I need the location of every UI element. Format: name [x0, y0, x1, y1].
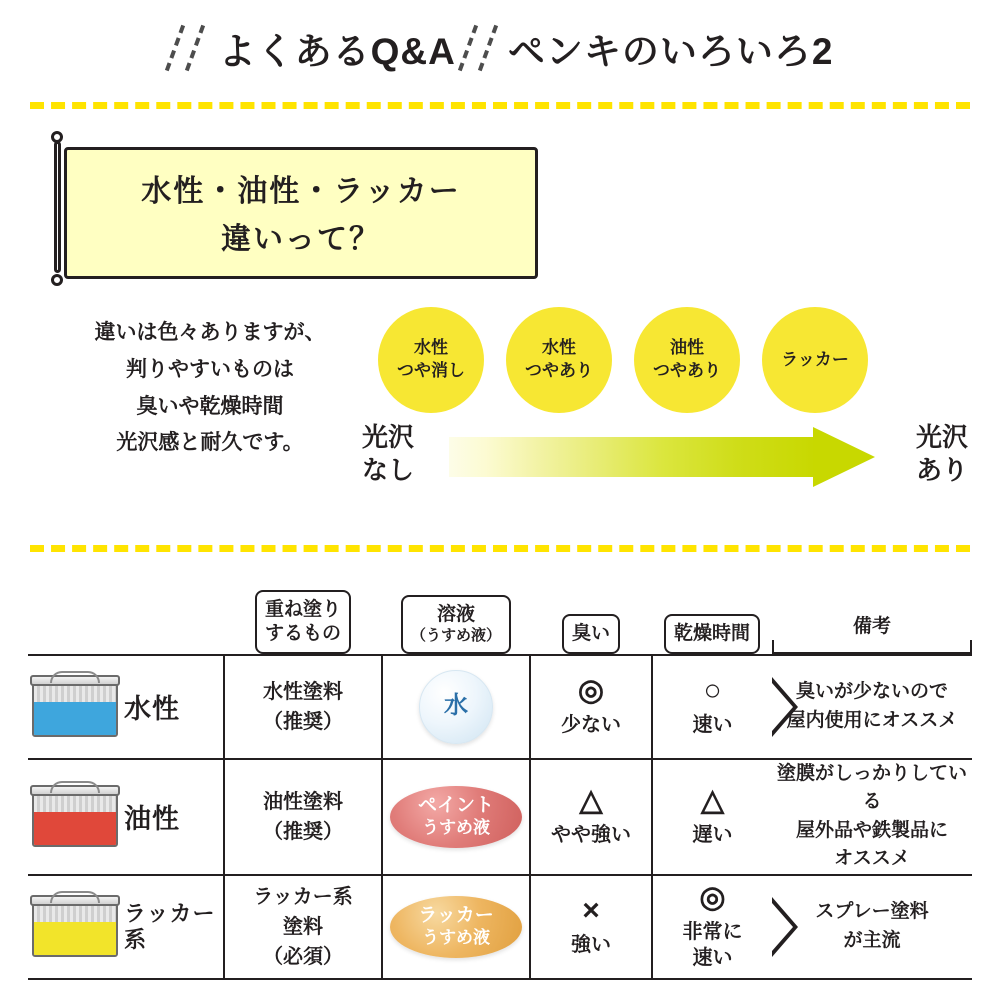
gloss-label-left-line1: 光沢	[361, 422, 414, 452]
dry-text-line2: 速い	[692, 946, 733, 969]
remarks-line: オススメ	[834, 848, 910, 869]
header-solvent-main: 溶液	[436, 604, 475, 625]
header-dry-time	[652, 590, 772, 655]
overcoat-line2: （推奨）	[263, 710, 343, 733]
solvent-blob-oil	[390, 786, 522, 848]
cell-overcoat	[224, 655, 382, 759]
page-header	[0, 0, 1000, 96]
gloss-gradient-arrow	[345, 415, 985, 505]
comparison-table-area	[0, 590, 1000, 980]
dashed-slash-icon	[167, 20, 219, 76]
paint-type-circle	[762, 307, 868, 413]
category-label-line2: 系	[124, 926, 148, 952]
cell-solvent	[382, 655, 530, 759]
paint-can-icon	[32, 785, 118, 849]
overcoat-line2: 塗料	[283, 915, 323, 938]
cell-overcoat	[224, 759, 382, 875]
row-category-oil	[28, 759, 224, 875]
dry-mark: △	[700, 783, 725, 817]
overcoat-line1: 油性塗料	[263, 790, 343, 813]
header-remarks-label: 備考	[852, 615, 891, 637]
divider-top	[30, 102, 970, 109]
smell-mark: ◎	[577, 673, 605, 707]
paint-type-circles	[378, 307, 868, 413]
cell-smell	[530, 875, 652, 979]
row-category-lacquer	[28, 875, 224, 979]
cell-remarks	[772, 759, 972, 875]
row-category-water	[28, 655, 224, 759]
intro-line: 違いは色々ありますが、	[94, 321, 326, 344]
circle-line-1: ラッカー	[781, 349, 849, 369]
overcoat-line1: ラッカー系	[253, 885, 353, 908]
remarks-line: 屋内使用にオススメ	[786, 709, 958, 731]
intro-line: 臭いや乾燥時間	[136, 394, 284, 418]
dry-text-line1: 非常に	[682, 920, 743, 943]
divider-bottom	[30, 545, 970, 552]
page-subtitle: ペンキのいろいろ2	[507, 31, 834, 72]
remarks-line: スプレー塗料	[815, 901, 929, 922]
solvent-label-1: 水	[444, 692, 468, 720]
page-title: よくあるQ&A	[218, 31, 456, 72]
header-remarks	[772, 590, 972, 655]
paint-type-circle	[634, 307, 740, 413]
header-spacer	[28, 590, 224, 655]
dashed-slash-icon	[456, 20, 508, 76]
header-overcoat	[224, 590, 382, 655]
header-smell-label: 臭い	[562, 614, 620, 654]
cell-remarks	[772, 655, 972, 759]
solvent-blob-water	[419, 670, 493, 744]
paint-type-circle	[378, 307, 484, 413]
circle-line-2: つや消し	[397, 361, 465, 380]
dry-mark: ◎	[699, 880, 726, 914]
header-smell	[530, 590, 652, 655]
cell-dry	[652, 875, 772, 979]
table-header-row	[28, 590, 972, 655]
circle-line-1: 油性	[670, 338, 704, 358]
cell-smell	[530, 655, 652, 759]
table-row	[28, 759, 972, 875]
gloss-label-left-line2: なし	[361, 454, 414, 485]
intro-line: 光沢感と耐久です。	[116, 431, 304, 455]
table-row	[28, 655, 972, 759]
solvent-label-2: うすめ液	[422, 927, 490, 947]
solvent-label-1: ペイント	[417, 794, 494, 816]
overcoat-line1: 水性塗料	[263, 680, 343, 703]
gloss-label-right-line1: 光沢	[915, 422, 968, 452]
dry-text: 速い	[692, 713, 733, 736]
smell-mark: △	[579, 783, 603, 817]
banner-line-1: 水性・油性・ラッカー	[141, 175, 461, 208]
remarks-line: 屋外品や鉄製品に	[795, 819, 948, 841]
paint-can-icon	[32, 675, 118, 739]
circle-line-2: つやあり	[525, 361, 593, 380]
circle-line-2: つやあり	[653, 361, 721, 380]
table-row	[28, 875, 972, 979]
intro-text	[60, 315, 360, 462]
dry-mark: ○	[703, 673, 722, 707]
gloss-label-left	[345, 421, 431, 486]
remarks-line: が主流	[843, 929, 901, 951]
header-overcoat-line1: 重ね塗り	[264, 599, 341, 620]
overcoat-line2: （推奨）	[263, 820, 343, 843]
paint-can-icon	[32, 895, 118, 959]
smell-text: 少ない	[561, 713, 621, 736]
overcoat-line3: （必須）	[263, 945, 343, 968]
cell-dry	[652, 655, 772, 759]
remarks-line: 臭いが少ないので	[795, 681, 948, 702]
category-label: 水性	[124, 694, 180, 724]
category-label: 油性	[124, 804, 180, 834]
banner-line-2: 違いって？	[221, 223, 381, 256]
solvent-label-2: うすめ液	[422, 817, 490, 837]
category-label-line1: ラッカー	[124, 901, 216, 927]
cell-overcoat	[224, 875, 382, 979]
dry-text: 遅い	[692, 823, 733, 846]
cell-dry	[652, 759, 772, 875]
category-label	[124, 901, 216, 952]
gradient-arrow-icon	[449, 431, 879, 483]
paint-type-circle	[506, 307, 612, 413]
intro-line: 判りやすいものは	[126, 357, 294, 381]
comparison-table	[28, 590, 972, 980]
circle-line-1: 水性	[414, 338, 448, 358]
header-overcoat-line2: するもの	[264, 622, 341, 644]
header-dry-label: 乾燥時間	[664, 614, 760, 654]
circle-line-1: 水性	[542, 338, 576, 358]
cell-smell	[530, 759, 652, 875]
remarks-bracket	[772, 640, 972, 654]
scroll-rod-icon	[46, 135, 68, 280]
arrow-left-icon	[772, 897, 798, 957]
solvent-blob-lacquer	[390, 896, 522, 958]
cell-remarks	[772, 875, 972, 979]
gloss-label-right-line2: あり	[915, 454, 968, 485]
arrow-left-icon	[772, 677, 798, 737]
remarks-line: 塗膜がしっかりしている	[776, 762, 967, 812]
smell-text: 強い	[571, 933, 611, 956]
cell-solvent	[382, 875, 530, 979]
smell-text: やや強い	[551, 823, 631, 846]
smell-mark: ×	[582, 893, 600, 927]
question-banner	[38, 147, 538, 279]
header-solvent	[382, 590, 530, 655]
solvent-label-1: ラッカー	[418, 904, 494, 926]
cell-solvent	[382, 759, 530, 875]
dry-text	[653, 919, 772, 971]
gloss-scale-section	[0, 295, 1000, 545]
gloss-label-right	[899, 421, 985, 486]
header-solvent-sub: （うすめ液）	[410, 626, 501, 644]
